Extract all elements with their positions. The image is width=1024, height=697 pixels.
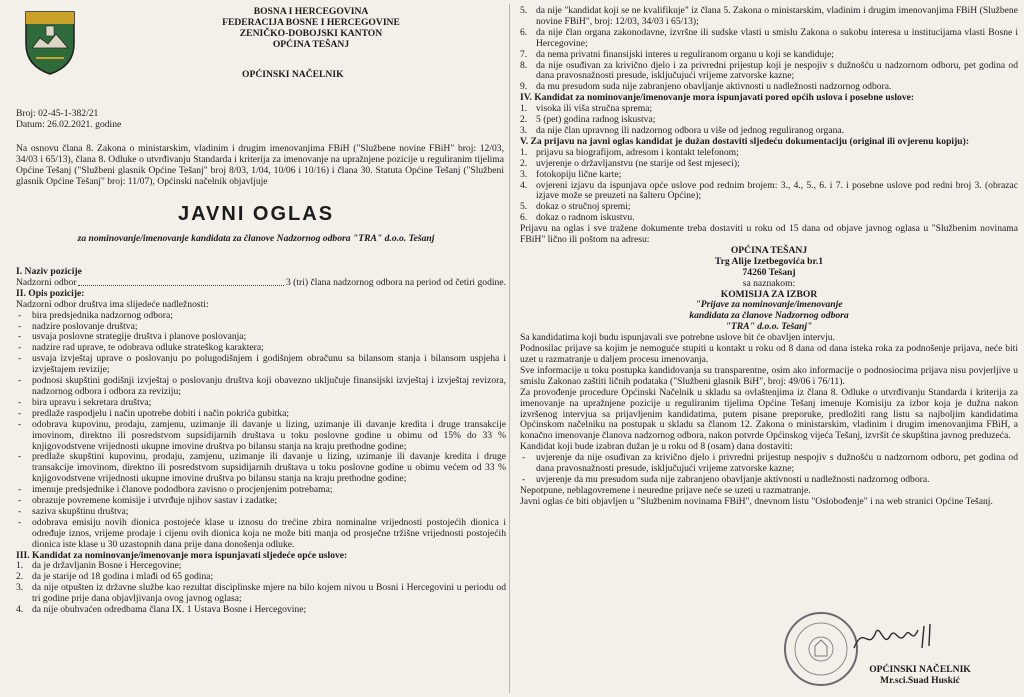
list-item: - uvjerenje da nije osuđivan za krivično djelo i privredni prijestup nespojiv s dužnošću u nadzornom odboru, pet godina od dana pravosnažnosti presude, isključujući vrijeme zatvorske kazne; [520,453,1018,475]
address-attn: sa naznakom: [742,277,796,289]
document-subtitle: za nominovanje/imenovanje kandidata za članove Nadzornog odbora "TRA" d.o.o. Tešanj [77,233,435,244]
closing-paragraph: Kandidat koji bude izabran dužan je u roku od 8 (osam) dana dostaviti: [520,441,793,453]
header-line: FEDERACIJA BOSNE I HERCEGOVINE [222,17,400,28]
list-item: 3. da nije otpušten iz državne službe kao rezultat disciplinske mjere na bilo kojem nivou u Bosni i Hercegovini u periodu od tri godine prije dana objavljivanja ovog javnog oglasa; [16,582,506,605]
reference-number: Broj: 02-45-1-382/21 [16,108,99,119]
left-column [6,0,506,697]
list-item: - podnosi skupštini godišnji izvještaj o poslovanju društva koji obavezno uključuje finansijski izvještaj i izvještaj revizora, nadzornog odbora i odbora za reviziju; [16,376,506,398]
list-item: 1. prijavu sa biografijom, adresom i kontakt telefonom; [520,146,739,158]
list-item: 5. da nije "kandidat koji se ne kvalifikuje" iz člana 5. Zakona o ministarskim, vladinim i drugim imenovanjima FBiH (Službene novine FBiH", broj: 12/03, 34/03 i 65/13); [520,5,1018,27]
list-item: 4. da nije obuhvaćen odredbama člana IX. 1 Ustava Bosne i Hercegovine; [16,604,307,616]
list-item: - saziva skupštinu društva; [16,507,506,518]
list-item: 6. dokaz o radnom iskustvu. [520,212,635,224]
list-item: - odobrava emisiju novih dionica postojeće klase u iznosu do trećine zbira nominalne vrijednosti postojećih dionica i određuje iznos, vrijeme prodaje i cijenu ovih dionica koja ne može biti manja od prosječne tržišne vrijednosti postojećih dionica iste klase u 30 uzastopnih dana prije dana donošenja odluke. [16,518,506,551]
left-body [16,267,506,616]
section-heading: V. Za prijavu na javni oglas kandidat je dužan dostaviti sljedeću dokumentaciju (original ili ovjerenu kopiju): [520,135,970,147]
position-line [16,278,506,289]
general-conditions-list-cont [520,6,1018,93]
list-item: - usvaja poslovne strategije društva i planove poslovanja; [16,332,506,343]
address-line: "TRA" d.o.o. Tešanj" [725,321,813,333]
closing-paragraph: Javni oglas će biti objavljen u "Službenim novinama FBiH", dnevnom listu "Oslobođenje" i na web stranici Općine Tešanj. [520,495,993,507]
list-item: 2. 5 (pet) godina radnog iskustva; [520,114,656,126]
list-item: 2. da je starije od 18 godina i mlađi od 65 godina; [16,571,214,583]
list-item: - predlaže skupštini kupovinu, prodaju, zamjenu, uzimanje ili davanje u lizing, uzimanje ili davanje kredita i druge transakcije imovinom, direktno ili posredstvom supsidijarnih društava u toku poslovne godine u obimu većem od 33 % knjigovodstvene vrijednosti ukupne imovine društva po bilansu stanja na kraju prethodne godine; [16,452,506,485]
column-divider [509,4,510,693]
section-heading: III. Kandidat za nominovanje/imenovanje mora ispunjavati sljedeće opće uslove: [16,549,348,561]
address-committee: KOMISIJA ZA IZBOR [720,288,818,300]
submission-instructions: Prijavu na oglas i sve tražene dokumente treba dostaviti u roku od 15 dana od objave javnog oglasa u "Službenim novinama FBiH" lično ili poštom na adresu: [520,223,1018,246]
list-item: - nadzire rad uprave, te odobrava odluke strateškog karaktera; [16,343,506,354]
list-item: 9. da mu presudom suda nije zabranjeno obavljanje aktivnosti u nadležnosti nadzornog odbora. [520,81,892,93]
closing-paragraph: Sve informacije u toku postupka kandidovanja su transparentne, osim ako informacije o podnosiocima prijava nisu povjerljive u smislu Zakonao zaštiti ličnih podataka ("Službeni glasnik BiH", broj: 49/06 i 76/11). [520,364,1018,387]
list-item: - odobrava kupovinu, prodaju, zamjenu, uzimanje ili davanje u lizing, uzimanje ili davanje kredita i druge transakcije imovinom, direktno ili posredstvom supsidijarnih društava u toku poslovne godine u obimu od 15% do 33 % knjigovodstvene vrijednosti ukupne imovine društva po bilansu stanja na kraju prethodne godine; [16,420,506,453]
reference-block [16,108,121,130]
selected-candidate-list [520,453,1018,486]
signer-title: OPĆINSKI NAČELNIK [869,664,971,675]
reference-date: Datum: 26.02.2021. godine [16,119,122,130]
list-item: - imenuje predsjednike i članove pododbora zavisno o procjenjenim potrebama; [16,485,506,496]
coat-of-arms-icon [22,8,78,76]
list-item: - predlaže raspodjelu i način upotrebe dobiti i način pokrića gubitka; [16,409,506,420]
list-item: 3. fotokopiju lične karte; [520,168,622,180]
duties-list [16,311,506,551]
position-detail: 3 (tri) člana nadzornog odbora na period od četiri godine. [285,276,506,288]
header-line: ZENIČKO-DOBOJSKI KANTON [239,28,383,39]
right-column [514,0,1020,697]
list-item: 1. da je državljanin Bosne i Hercegovine; [16,560,182,572]
general-conditions-list [16,561,506,616]
closing-paragraph: Podnosilac prijave sa kojim je nemoguće stupiti u kontakt u roku od 8 dana od dana isteka roka za podnošenje prijava, neće biti uzet u razmatranje u daljem procesu imenovanja. [520,343,1018,365]
address-line: "Prijave za nominovanje/imenovanje [695,299,843,311]
handwritten-signature-icon [850,618,940,658]
list-item: - bira predsjednika nadzornog odbora; [16,311,506,322]
list-item: - uvjerenje da mu presudom suda nije zabranjeno obavljanje aktivnosti u nadležnosti nadzornog odbora. [520,475,1018,486]
list-item: 4. ovjereni izjavu da ispunjava opće uslove pod rednim brojem: 3., 4., 5., 6. i 7. i posebne uslove pod redni broj 3. (obrazac izjave može se preuzeti na šalteru Općine); [520,179,1018,202]
closing-paragraph: Nepotpune, neblagovremene i neuredne prijave neće se uzeti u razmatranje. [520,484,811,496]
list-item: 6. da nije član organa zakonodavne, izvršne ili sudske vlasti u smislu Zakona o sukobu interesa u institucijama vlasti Bosne i Hercegovine; [520,26,1018,49]
right-body [520,6,1018,508]
list-item: 8. da nije osuđivan za krivično djelo i za privredni prijestup koji je nespojiv s dužnošću u nadzornom odboru, pet godina od dana pravosnažnosti presude, isključujući vrijeme zatvorske kazne; [520,59,1018,82]
dotted-leader [78,278,283,286]
intro-paragraph: Na osnovu člana 8. Zakona o ministarskim, vladinim i drugim imenovanjima FBiH ("Službene novine FBiH" broj: 12/03, 34/03 i 65/13), člana 8. Odluke o utvrđivanju Standarda i kriterija za imenovanje na upražnjene pozicije u reguliranim tijelima Općine Tešanj ("Službeni glasnik Općine Tešanj" broj 8/03, 1/04, 10/06 i 10/16) i člana 30. Statuta Općine Tešanj ("Službeni glasnik Općine Tešanj" broj: 11/07), Općinski načelnik objavljuje [16,143,504,187]
position-name: Nadzorni odbor [16,276,77,288]
list-item: - nadzire poslovanje društva; [16,322,506,333]
list-item: - obrazuje povremene komisije i utvrđuje njihov sastav i zadatke; [16,496,506,507]
signature-block [830,664,1010,686]
closing-paragraph: Sa kandidatima koji budu ispunjavali sve potrebne uslove bit će obavljen intervju. [520,332,835,344]
address-street: Trg Alije Izetbegovića br.1 [714,255,824,267]
list-item: - usvaja izvještaj uprave o poslovanju po polugodišnjem i godišnjem obračunu sa bilansom stanja i bilansom uspjeha i izvještajem revizije; [16,354,506,376]
office-title: OPĆINSKI NAČELNIK [242,69,344,80]
list-item: - bira upravu i sekretara društva; [16,398,506,409]
section-heading: IV. Kandidat za nominovanje/imenovanje mora ispunjavati pored općih uslova i posebne uslove: [520,92,915,104]
section-heading: I. Naziv pozicije [16,266,82,277]
mailing-address [520,246,1018,333]
closing-paragraph: Za provođenje procedure Općinski Načelnik u skladu sa ovlaštenjima iz člana 8. Odluke o utvrđivanju Standarda i kriterija za imenovanje na upražnjene pozicije u reguliranim tijelima Općine Tešanj imenuje Komisiju za izbor koja je dužna nakon izvršenog intervjua sa prijavljenim kandidatima, putem pisane preporuke, predložiti rang listu sa najboljim kandidatima Općinskom načelniku na postupak u skladu sa članom 12. Zakona o ministarskim, vladinim i drugim imenovanjima FBiH, a konačno imenovanje članova nadzornog odbora, nakon potvrde Općinskog vijeća Tešanj, izvršit će skupština javnog preduzeća. [520,386,1018,442]
section-heading: II. Opis pozicije: [16,287,85,299]
header-line: OPĆINA TEŠANJ [272,39,350,50]
list-item: 1. visoka ili viša stručna sprema; [520,103,653,115]
address-city: 74260 Tešanj [742,266,796,278]
documents-list [520,148,1018,224]
section-lead: Nadzorni odbor društva ima slijedeće nadležnosti: [16,298,209,310]
document-title: JAVNI OGLAS [177,203,335,225]
signer-name: Mr.sci.Suad Huskić [880,675,960,686]
address-name: OPĆINA TEŠANJ [730,244,808,256]
institution-header [201,6,421,50]
address-line: kandidata za članove Nadzornog odbora [689,310,849,322]
list-item: 2. uvjerenje o državljanstvu (ne starije od šest mjeseci); [520,157,740,169]
list-item: 5. dokaz o stručnoj spremi; [520,201,631,213]
list-item: 3. da nije član upravnog ili nadzornog odbora u više od jednog reguliranog organa. [520,124,845,136]
list-item: 7. da nema privatni finansijski interes u reguliranom organu u koji se kandiduje; [520,48,834,60]
special-conditions-list [520,104,1018,137]
header-line: BOSNA I HERCEGOVINA [253,6,369,17]
